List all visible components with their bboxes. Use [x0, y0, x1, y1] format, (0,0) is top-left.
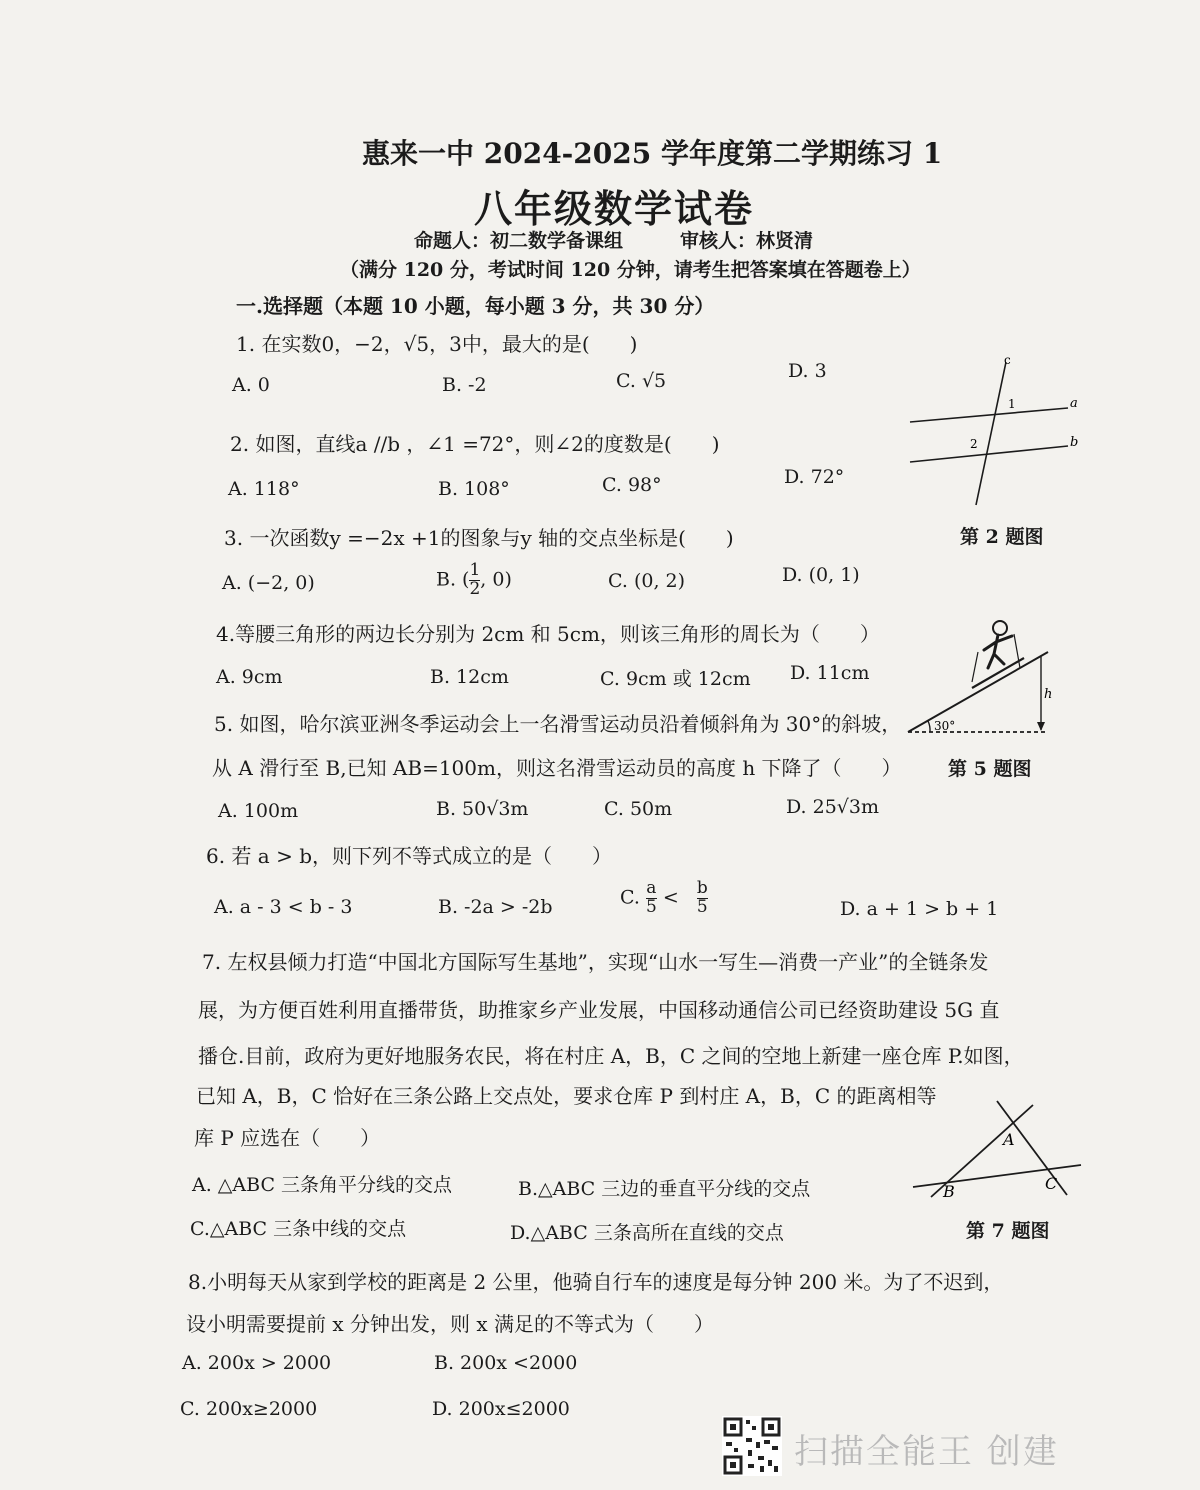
fraction-numerator: a	[646, 878, 657, 898]
question-3-option-a: A. (−2, 0)	[222, 572, 315, 594]
question-5-option-b: B. 50√3m	[436, 798, 529, 820]
label-angle-30: 30°	[934, 719, 956, 733]
question-6-option-c-prefix: C.	[620, 886, 640, 909]
exam-instructions: （满分 120 分，考试时间 120 分钟，请考生把答案填在答题卷上）	[340, 259, 921, 281]
question-6-option-c	[620, 880, 708, 917]
question-8-option-b: B. 200x <2000	[434, 1352, 578, 1374]
question-7-line1: 7. 左权县倾力打造“中国北方国际写生基地”，实现“山水一写生—消费一产业”的全链条发	[202, 950, 989, 974]
exam-title-line2: 八年级数学试卷	[474, 186, 755, 231]
line-c	[976, 362, 1006, 505]
question-5-option-d: D. 25√3m	[786, 796, 880, 818]
figure-5-ski-slope	[900, 612, 1070, 742]
question-8-line2: 设小明需要提前 x 分钟出发，则 x 满足的不等式为（ ）	[186, 1312, 714, 1336]
question-6-option-a: A. a - 3 < b - 3	[214, 896, 353, 918]
fraction-numerator: b	[696, 878, 708, 898]
question-6-option-d: D. a + 1 > b + 1	[840, 898, 999, 920]
label-B: B	[943, 1182, 955, 1201]
angle-arc	[928, 721, 930, 732]
question-2-option-b: B. 108°	[438, 478, 510, 500]
question-4-option-a: A. 9cm	[216, 666, 283, 688]
section-heading: 一.选择题（本题 10 小题，每小题 3 分，共 30 分）	[236, 294, 715, 318]
label-b: b	[1070, 435, 1079, 450]
fraction-one-half	[469, 562, 480, 599]
question-7-option-c: C.△ABC 三条中线的交点	[190, 1218, 407, 1240]
inequality-sign: <	[662, 886, 679, 909]
line-a	[910, 408, 1068, 422]
question-3-option-d: D. (0, 1)	[782, 564, 860, 586]
scanner-watermark: 扫描全能王 创建	[794, 1432, 1059, 1472]
exam-title-line1: 惠来一中 2024-2025 学年度第二学期练习 1	[362, 137, 943, 170]
question-4-option-c: C. 9cm 或 12cm	[600, 668, 751, 690]
label-a: a	[1070, 396, 1078, 411]
figure-7-triangle-roads	[905, 1095, 1085, 1205]
question-8-option-d: D. 200x≤2000	[432, 1398, 570, 1420]
question-7-option-d: D.△ABC 三条高所在直线的交点	[510, 1222, 784, 1244]
figure-2-caption: 第 2 题图	[960, 526, 1044, 548]
line-b	[910, 446, 1068, 462]
label-angle-1: 1	[1008, 397, 1016, 411]
label-C: C	[1045, 1174, 1058, 1193]
fraction-denominator: 5	[696, 896, 708, 917]
question-7-option-a: A. △ABC 三条角平分线的交点	[192, 1174, 453, 1196]
figure-5-caption: 第 5 题图	[948, 758, 1032, 780]
question-1-stem: 1. 在实数0，−2，√5，3中，最大的是( )	[236, 332, 638, 356]
figure-2-parallel-lines	[900, 350, 1090, 520]
question-7-line5: 库 P 应选在（ ）	[194, 1126, 381, 1150]
question-5-stem-line2: 从 A 滑行至 B,已知 AB=100m，则这名滑雪运动员的高度 h 下降了（ ）	[212, 756, 902, 780]
question-4-option-b: B. 12cm	[430, 666, 509, 688]
figure-7-caption: 第 7 题图	[966, 1220, 1050, 1242]
question-5-option-c: C. 50m	[604, 798, 673, 820]
question-8-option-a: A. 200x > 2000	[182, 1352, 332, 1374]
qr-code-icon	[722, 1416, 782, 1476]
question-7-line3: 播仓.目前，政府为更好地服务农民，将在村庄 A，B，C 之间的空地上新建一座仓库 P.如图，	[198, 1044, 1024, 1068]
fraction-numerator: 1	[469, 560, 481, 580]
question-2-option-c: C. 98°	[602, 474, 662, 496]
question-4-option-d: D. 11cm	[790, 662, 870, 684]
label-A: A	[1003, 1130, 1015, 1149]
question-2-stem: 2. 如图，直线a //b ，∠1 =72°，则∠2的度数是( )	[230, 432, 720, 456]
question-6-option-b: B. -2a > -2b	[438, 896, 553, 918]
question-7-line4: 已知 A，B，C 恰好在三条公路上交点处，要求仓库 P 到村庄 A，B，C 的距离相等	[196, 1084, 937, 1108]
question-8-line1: 8.小明每天从家到学校的距离是 2 公里，他骑自行车的速度是每分钟 200 米。为了不迟到，	[188, 1270, 1004, 1294]
question-5-option-a: A. 100m	[218, 800, 299, 822]
question-2-option-a: A. 118°	[228, 478, 300, 500]
question-3-option-b	[436, 562, 512, 599]
label-c: c	[1004, 353, 1011, 367]
fraction-denominator: 2	[469, 578, 481, 599]
question-8-option-c: C. 200x≥2000	[180, 1398, 318, 1420]
question-1-option-d: D. 3	[788, 360, 827, 382]
question-3-option-b-prefix: B. (	[436, 568, 470, 591]
label-angle-2: 2	[970, 437, 978, 451]
fraction-denominator: 5	[645, 896, 657, 917]
question-3-option-c: C. (0, 2)	[608, 570, 686, 592]
arrow-head	[1037, 722, 1045, 731]
question-3-option-b-suffix: , 0)	[480, 568, 512, 591]
exam-authors: 命题人：初二数学备课组 审核人：林贤清	[414, 230, 814, 252]
question-5-stem-line1: 5. 如图，哈尔滨亚洲冬季运动会上一名滑雪运动员沿着倾斜角为 30°的斜坡，	[214, 712, 902, 736]
question-4-stem: 4.等腰三角形的两边长分别为 2cm 和 5cm，则该三角形的周长为（ ）	[216, 622, 880, 646]
fraction-a-over-5	[646, 880, 657, 917]
fraction-b-over-5	[697, 880, 708, 917]
question-1-option-b: B. -2	[442, 374, 487, 396]
question-3-stem: 3. 一次函数y =−2x +1的图象与y 轴的交点坐标是( )	[224, 526, 734, 550]
slope-line	[908, 652, 1048, 732]
question-1-option-c: C. √5	[616, 370, 667, 392]
question-1-option-a: A. 0	[232, 374, 270, 396]
skier-icon	[972, 621, 1024, 688]
question-7-option-b: B.△ABC 三边的垂直平分线的交点	[518, 1178, 811, 1200]
question-6-stem: 6. 若 a > b，则下列不等式成立的是（ ）	[206, 844, 612, 868]
label-h: h	[1044, 687, 1053, 702]
question-2-option-d: D. 72°	[784, 466, 845, 488]
question-7-line2: 展，为方便百姓利用直播带货，助推家乡产业发展，中国移动通信公司已经资助建设 5G 直	[198, 998, 1000, 1022]
